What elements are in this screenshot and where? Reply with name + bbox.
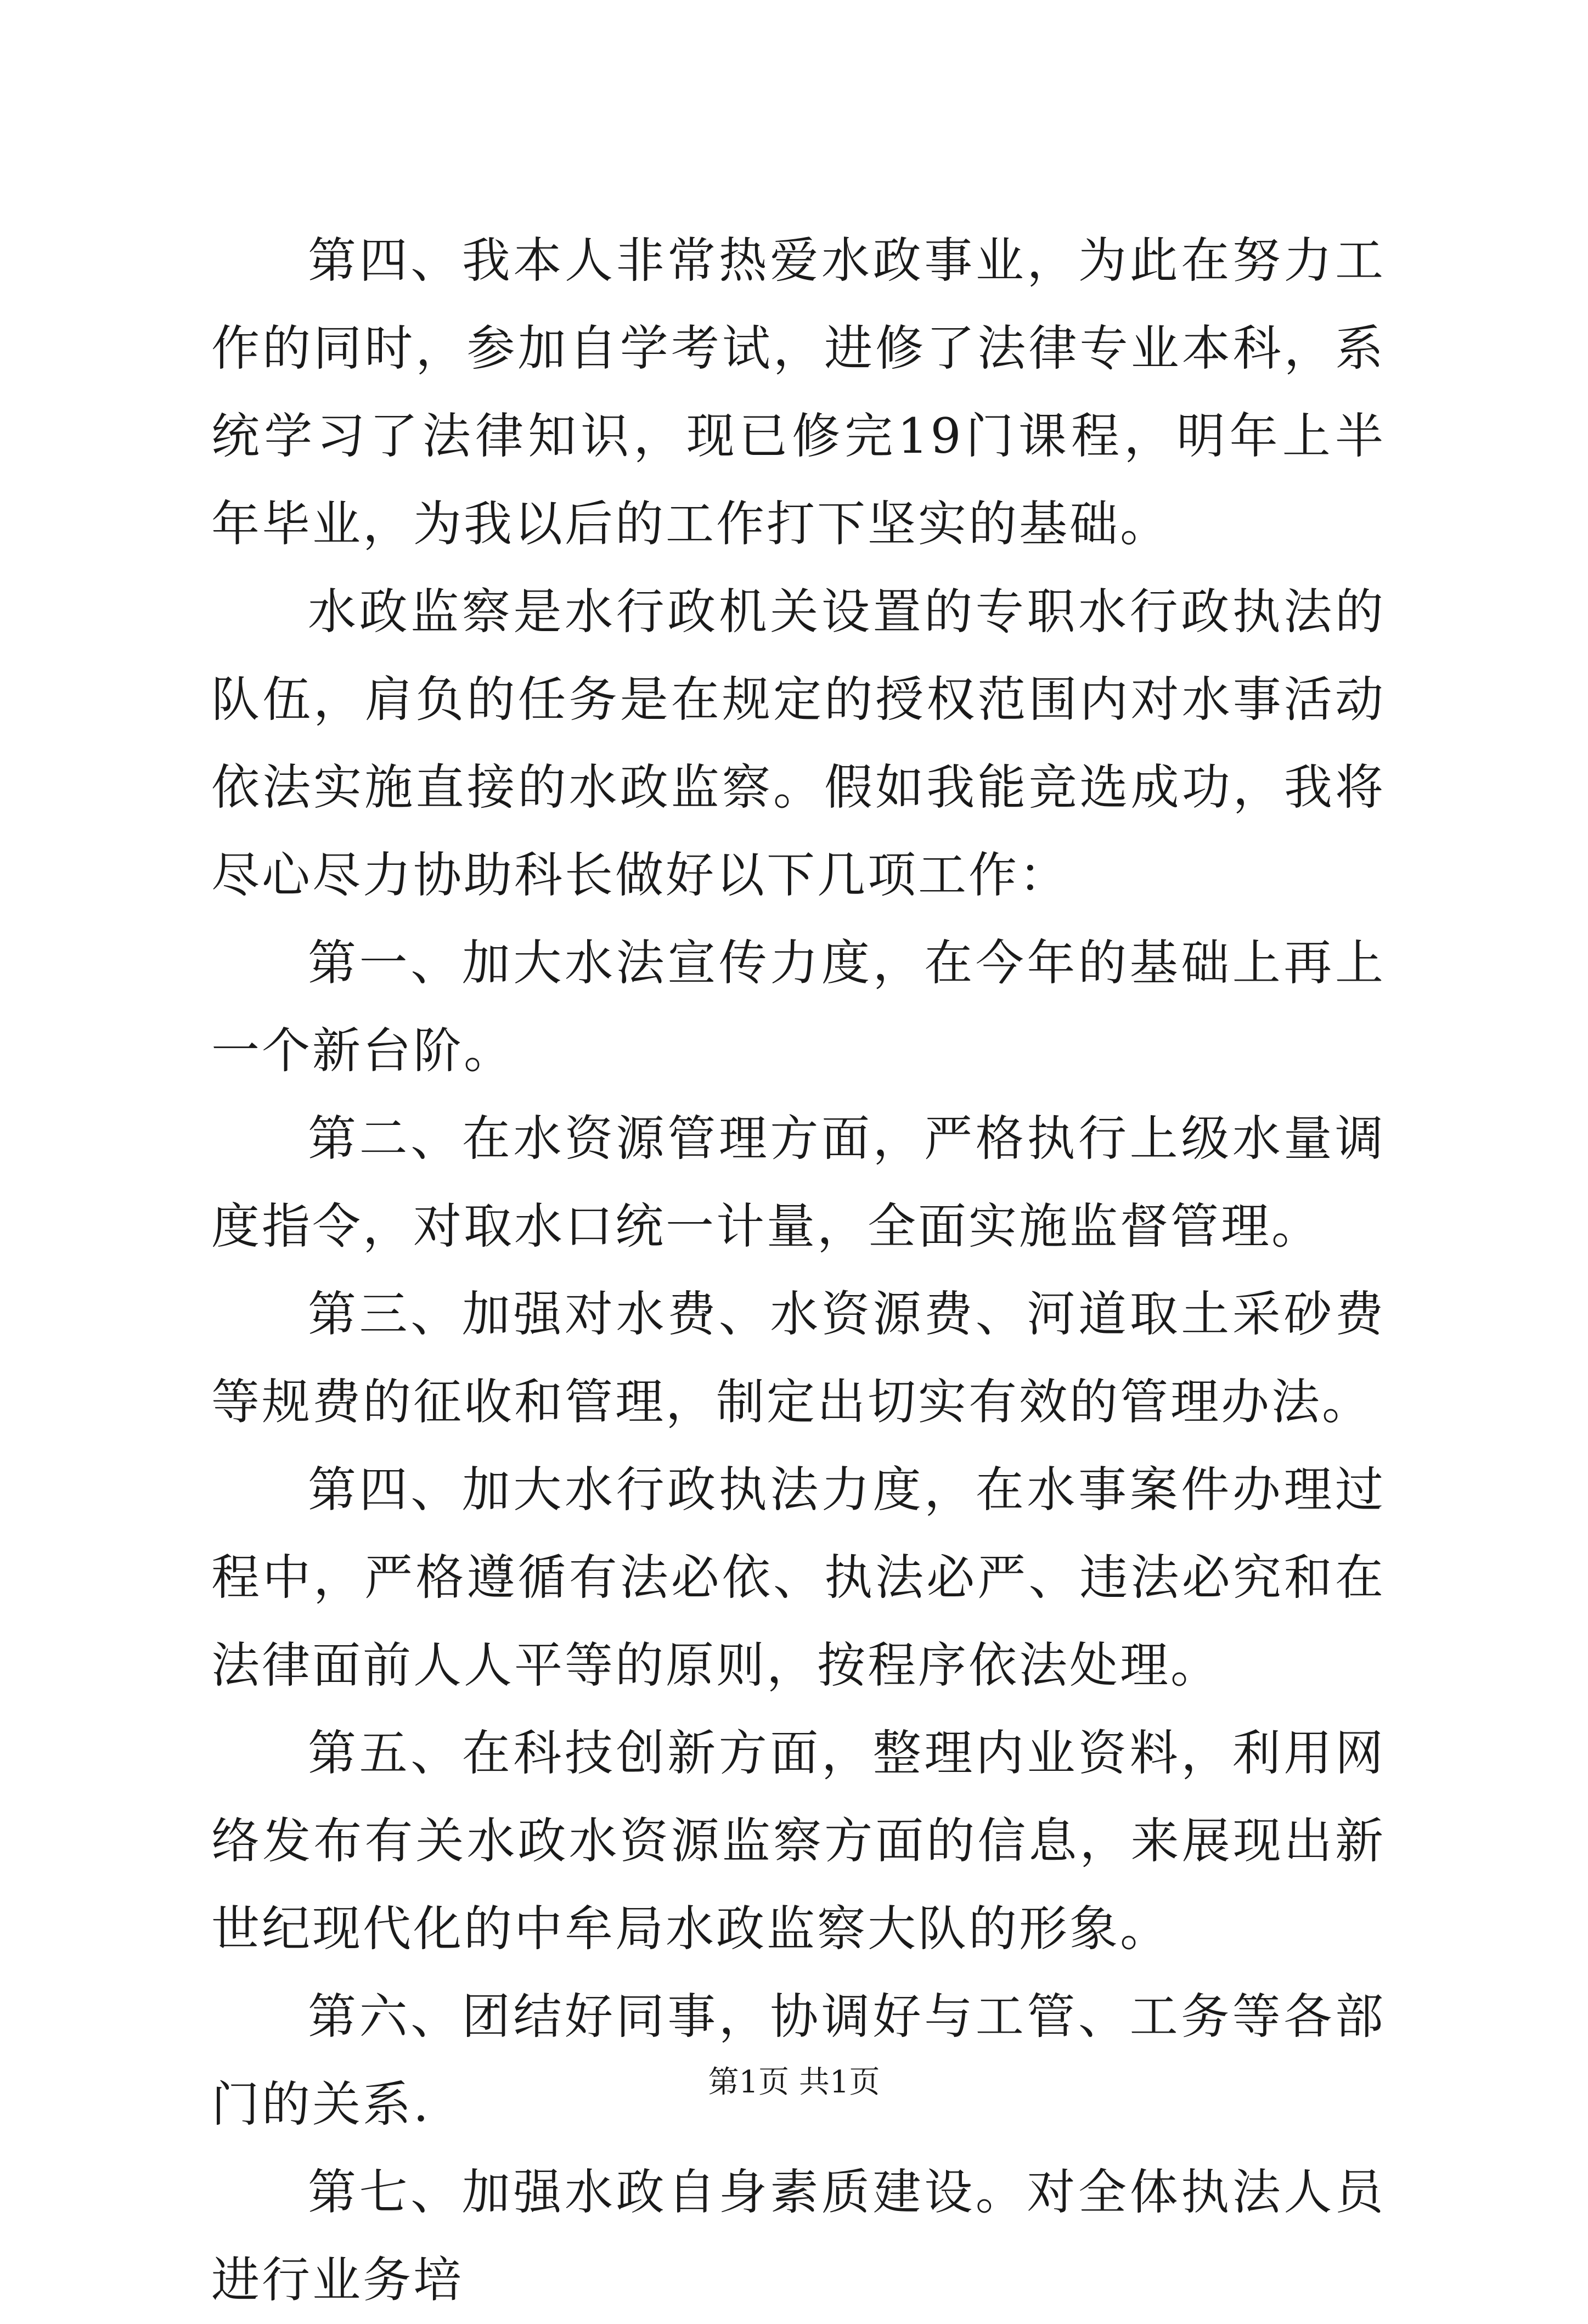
paragraph-item-1: 第一、加大水法宣传力度，在今年的基础上再上一个新台阶。 [211, 935, 1386, 1079]
paragraph-water-supervision-intro: 水政监察是水行政机关设置的专职水行政执法的队伍，肩负的任务是在规定的授权范围内对水事活动依法实施直接的水政监察。假如我能竞选成功，我将尽心尽力协助科长做好以下几项工作： [211, 583, 1386, 903]
paragraph-item-5: 第五、在科技创新方面，整理内业资料，利用网络发布有关水政水资源监察方面的信息，来展现出新世纪现代化的中牟局水政监察大队的形象。 [211, 1725, 1386, 1957]
paragraph-self-study: 第四、我本人非常热爱水政事业，为此在努力工作的同时，参加自学考试，进修了法律专业本科，系统学习了法律知识，现已修完19门课程，明年上半年毕业，为我以后的工作打下坚实的基础。 [211, 232, 1386, 552]
paragraph-item-4: 第四、加大水行政执法力度，在水事案件办理过程中，严格遵循有法必依、执法必严、违法必究和在法律面前人人平等的原则，按程序依法处理。 [211, 1461, 1386, 1693]
paragraph-item-2: 第二、在水资源管理方面，严格执行上级水量调度指令，对取水口统一计量，全面实施监督管理。 [211, 1110, 1386, 1254]
paragraph-item-3: 第三、加强对水费、水资源费、河道取土采砂费等规费的征收和管理，制定出切实有效的管理办法。 [211, 1286, 1386, 1430]
paragraph-item-6: 第六、团结好同事，协调好与工管、工务等各部门的关系. [211, 1988, 1386, 2132]
paragraph-item-7: 第七、加强水政自身素质建设。对全体执法人员进行业务培 [211, 2164, 1386, 2308]
page-number-footer: 第1页 共1页 [708, 2064, 880, 2100]
document-body [211, 217, 1386, 2324]
